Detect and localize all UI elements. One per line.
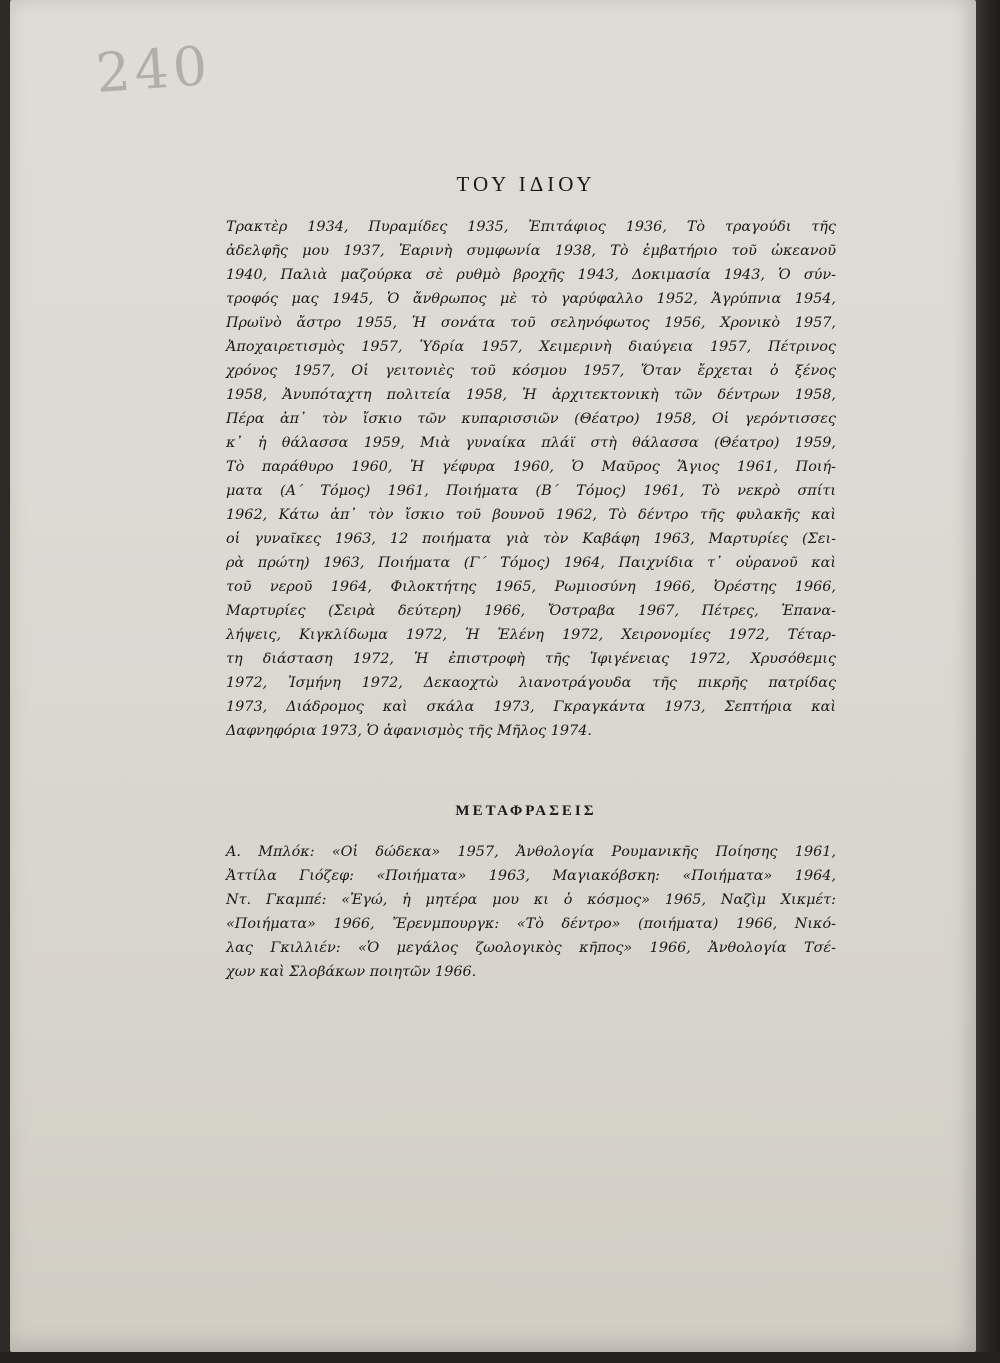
translations-line: Ντ. Γκαμπέ: «Ἐγώ, ἡ μητέρα μου κι ὁ κόσμος» 1965, Ναζὶμ Χικμέτ: <box>226 892 836 908</box>
works-line: χρόνος 1957, Οἱ γειτονιὲς τοῦ κόσμου 1957, Ὅταν ἔρχεται ὁ ξένος <box>226 363 836 379</box>
translations-line: Α. Μπλόκ: «Οἱ δώδεκα» 1957, Ἀνθολογία Ρουμανικῆς Ποίησης 1961, <box>226 844 836 860</box>
works-line: τη διάσταση 1972, Ἡ ἐπιστροφὴ τῆς Ἰφιγένειας 1972, Χρυσόθεμις <box>226 651 836 667</box>
works-line: Τὸ παράθυρο 1960, Ἡ γέφυρα 1960, Ὁ Μαῦρος Ἅγιος 1961, Ποιή- <box>226 459 836 475</box>
works-line: τοῦ νεροῦ 1964, Φιλοκτήτης 1965, Ρωμιοσύνη 1966, Ὀρέστης 1966, <box>226 579 836 595</box>
background-edge <box>0 1352 1000 1363</box>
book-cover-edge <box>976 0 1000 1363</box>
works-line: λήψεις, Κιγκλίδωμα 1972, Ἡ Ἑλένη 1972, Χειρονομίες 1972, Τέταρ- <box>226 627 836 643</box>
translations-list <box>226 840 836 984</box>
translations-line: Ἀττίλα Γιόζεφ: «Ποιήματα» 1963, Μαγιακόβσκη: «Ποιήματα» 1964, <box>226 868 836 884</box>
works-line: οἱ γυναῖκες 1963, 12 ποιήματα γιὰ τὸν Καβάφη 1963, Μαρτυρίες (Σει- <box>226 531 836 547</box>
works-list <box>226 215 836 743</box>
works-line: Δαφνηφόρια 1973, Ὁ ἀφανισμὸς τῆς Μῆλος 1974. <box>226 723 592 739</box>
works-line: 1940, Παλιὰ μαζούρκα σὲ ρυθμὸ βροχῆς 1943, Δοκιμασία 1943, Ὁ σύν- <box>226 267 836 283</box>
works-line: 1972, Ἰσμήνη 1972, Δεκαοχτὼ λιανοτράγουδα τῆς πικρῆς πατρίδας <box>226 675 836 691</box>
works-line: Μαρτυρίες (Σειρὰ δεύτερη) 1966, Ὄστραβα 1967, Πέτρες, Ἐπανα- <box>226 603 836 619</box>
works-line: ματα (Α΄ Τόμος) 1961, Ποιήματα (Β΄ Τόμος) 1961, Τὸ νεκρὸ σπίτι <box>226 483 836 499</box>
translations-line: λας Γκιλλιέν: «Ὁ μεγάλος ζωολογικὸς κῆπος» 1966, Ἀνθολογία Τσέ- <box>226 940 836 956</box>
works-line: Πρωϊνὸ ἄστρο 1955, Ἡ σονάτα τοῦ σεληνόφωτος 1956, Χρονικὸ 1957, <box>226 315 836 331</box>
works-line: 1973, Διάδρομος καὶ σκάλα 1973, Γκραγκάντα 1973, Σεπτήρια καὶ <box>226 699 836 715</box>
works-line: Πέρα ἀπ᾿ τὸν ἴσκιο τῶν κυπαρισσιῶν (Θέατρο) 1958, Οἱ γερόντισσες <box>226 411 836 427</box>
works-line: τροφός μας 1945, Ὁ ἄνθρωπος μὲ τὸ γαρύφαλλο 1952, Ἀγρύπνια 1954, <box>226 291 836 307</box>
section-heading-own-works: ΤΟΥ ΙΔΙΟΥ <box>456 172 596 196</box>
works-line: 1962, Κάτω ἀπ᾿ τὸν ἴσκιο τοῦ βουνοῦ 1962, Τὸ δέντρο τῆς φυλακῆς καὶ <box>226 507 836 523</box>
works-line: Ἀποχαιρετισμὸς 1957, Ὑδρία 1957, Χειμερινὴ διαύγεια 1957, Πέτρινος <box>226 339 836 355</box>
translations-line: «Ποιήματα» 1966, Ἔρενμπουργκ: «Τὸ δέντρο» (ποιήματα) 1966, Νικό- <box>226 916 836 932</box>
works-line: ἀδελφῆς μου 1937, Ἐαρινὴ συμφωνία 1938, Τὸ ἐμβατήριο τοῦ ὠκεανοῦ <box>226 243 836 259</box>
works-line: Τρακτὲρ 1934, Πυραμίδες 1935, Ἐπιτάφιος 1936, Τὸ τραγούδι τῆς <box>226 219 836 235</box>
pencil-annotation: 240 <box>93 34 214 105</box>
works-line: κ᾿ ἡ θάλασσα 1959, Μιὰ γυναίκα πλάϊ στὴ θάλασσα (Θέατρο) 1959, <box>226 435 836 451</box>
works-line: ρὰ πρώτη) 1963, Ποιήματα (Γ΄ Τόμος) 1964, Παιχνίδια τ᾿ οὐρανοῦ καὶ <box>226 555 836 571</box>
works-line: 1958, Ἀνυπόταχτη πολιτεία 1958, Ἡ ἀρχιτεκτονικὴ τῶν δέντρων 1958, <box>226 387 836 403</box>
section-heading-translations: ΜΕΤΑΦΡΑΣΕΙΣ <box>455 803 597 819</box>
translations-line: χων καὶ Σλοβάκων ποιητῶν 1966. <box>226 964 477 980</box>
